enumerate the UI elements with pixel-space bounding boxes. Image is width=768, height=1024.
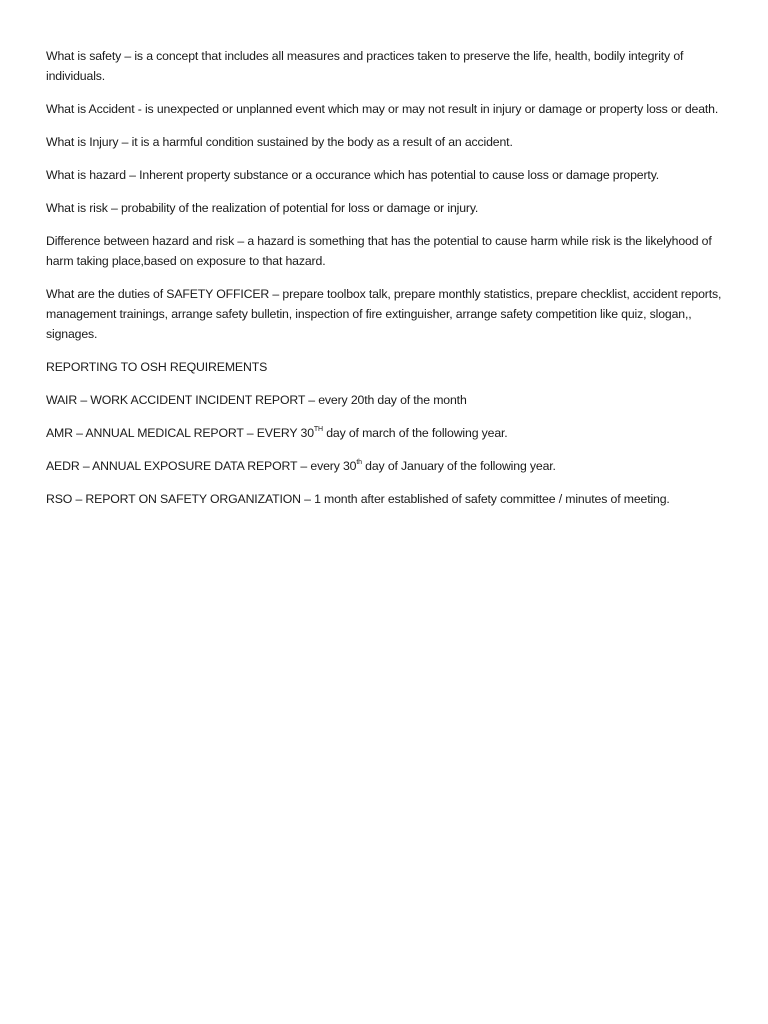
- heading-reporting-requirements: REPORTING TO OSH REQUIREMENTS: [46, 360, 268, 374]
- paragraph-accident-definition: What is Accident - is unexpected or unplanned event which may or may not result in injury or damage or property loss or death.: [46, 102, 719, 116]
- aedr-text-end: day of January of the following year.: [361, 459, 556, 473]
- amr-superscript: TH: [313, 425, 323, 433]
- paragraph-injury-definition: What is Injury – it is a harmful condition sustained by the body as a result of an accident.: [46, 135, 513, 149]
- aedr-text: AEDR – ANNUAL EXPOSURE DATA REPORT – every 30: [46, 459, 357, 473]
- paragraph-wair: WAIR – WORK ACCIDENT INCIDENT REPORT – every 20th day of the month: [46, 393, 467, 407]
- paragraph-risk-definition: What is risk – probability of the realization of potential for loss or damage or injury.: [46, 201, 479, 215]
- paragraph-hazard-risk-difference: Difference between hazard and risk – a hazard is something that has the potential to cause harm while risk is the likelyhood of harm taking place,based on exposure to that hazard.: [46, 234, 712, 268]
- paragraph-rso: RSO – REPORT ON SAFETY ORGANIZATION – 1 month after established of safety committee / minutes of meeting.: [46, 492, 670, 506]
- paragraph-safety-officer-duties: What are the duties of SAFETY OFFICER – prepare toolbox talk, prepare monthly statistics, prepare checklist, accident reports, management trainings, arrange safety bulletin, inspection of fire extinguisher, arrange safety competition like quiz, slogan,, signages.: [46, 287, 722, 341]
- paragraph-hazard-definition: What is hazard – Inherent property substance or a occurance which has potential to cause loss or damage property.: [46, 168, 660, 182]
- aedr-superscript: th: [356, 458, 362, 466]
- paragraph-safety-definition: What is safety – is a concept that includes all measures and practices taken to preserve the life, health, bodily integrity of individuals.: [46, 49, 684, 83]
- amr-text-end: day of march of the following year.: [322, 426, 508, 440]
- document-body: [46, 46, 722, 522]
- amr-text: AMR – ANNUAL MEDICAL REPORT – EVERY 30: [46, 426, 314, 440]
- paragraph-amr: [46, 423, 722, 443]
- paragraph-aedr: [46, 456, 722, 476]
